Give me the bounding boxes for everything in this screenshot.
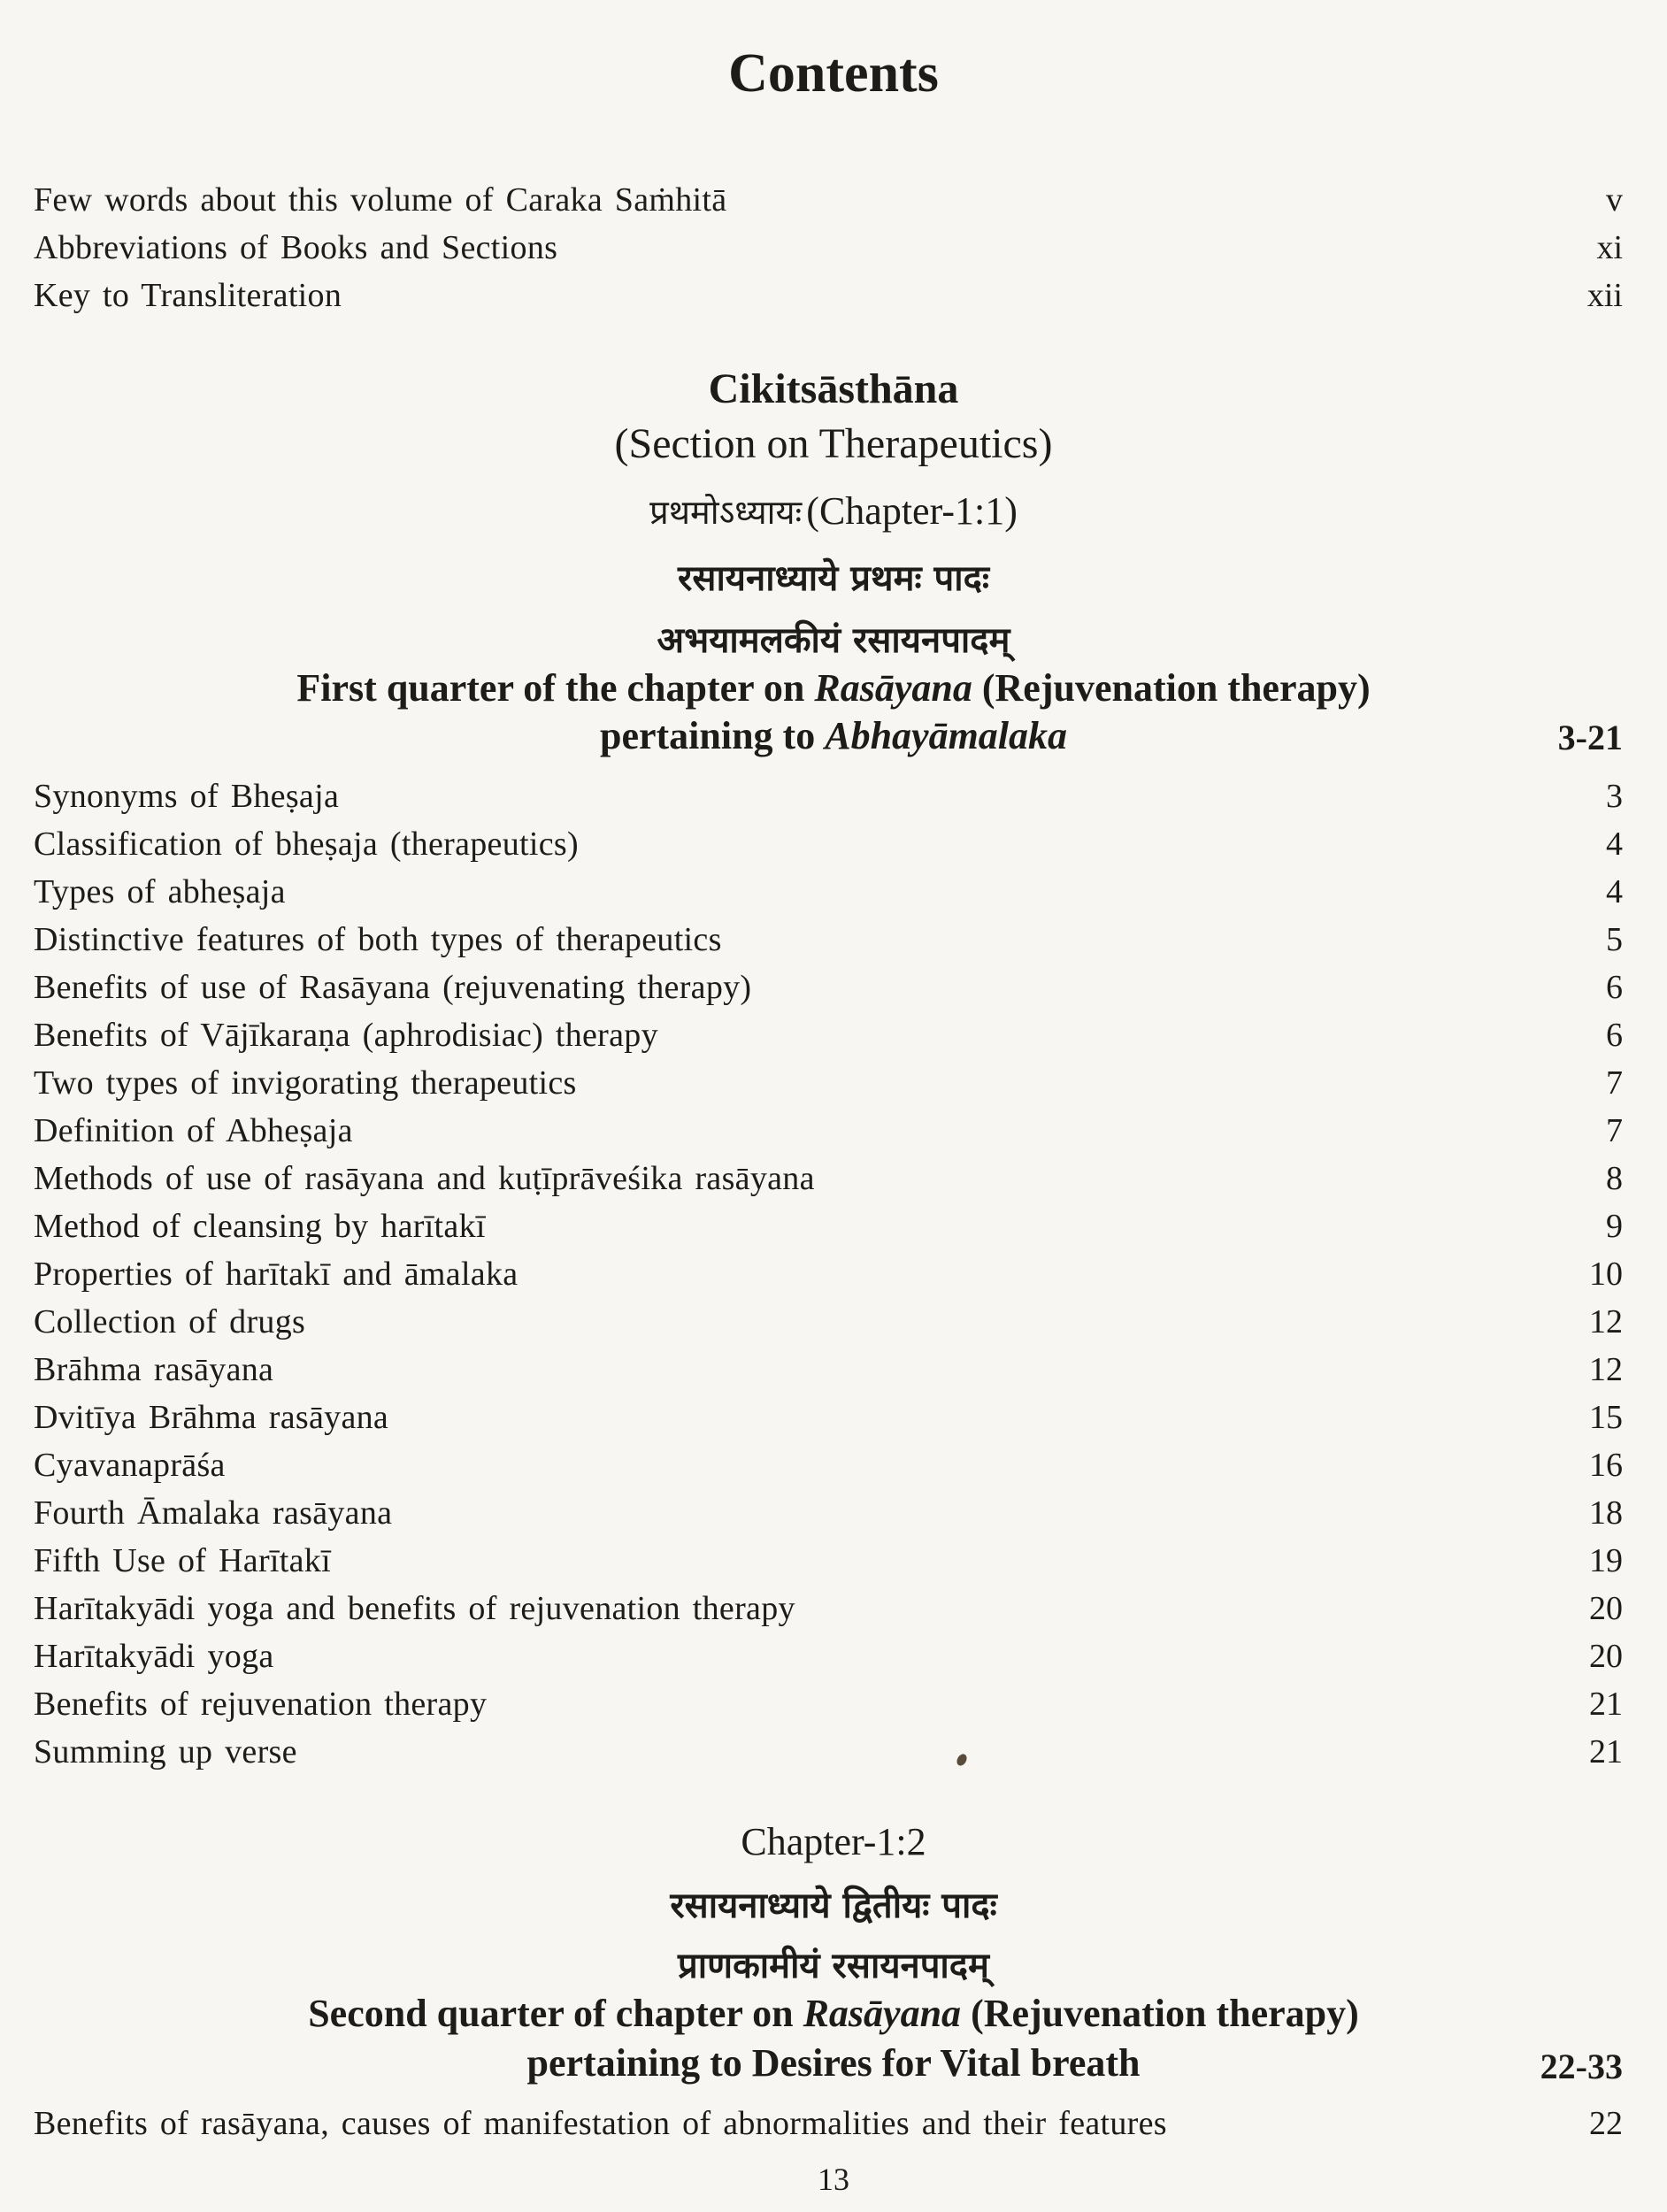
toc-entry <box>34 1064 1623 1110</box>
entry-page: 6 <box>1606 969 1623 1006</box>
entry-page: 10 <box>1589 1256 1623 1293</box>
chapter-label <box>0 488 1667 534</box>
entry-page: 18 <box>1589 1494 1623 1532</box>
chapter-heading-line-1 <box>0 665 1667 710</box>
chapter-heading-line-2: pertaining to Desires for Vital breath <box>526 2041 1141 2085</box>
entry-page: 12 <box>1589 1351 1623 1388</box>
chapter-devanagari-line-1: रसायनाध्याये द्वितीयः पादः <box>670 1886 997 1926</box>
entry-title: Methods of use of rasāyana and kuṭīprāveśika rasāyana <box>34 1160 815 1197</box>
chapter-devanagari-line-2: अभयामलकीयं रसायनपादम् <box>657 620 1010 661</box>
chapter-page-range: 3-21 <box>1557 718 1623 757</box>
entry-title: Cyavanaprāśa <box>34 1447 226 1484</box>
entry-title: Synonyms of Bheṣaja <box>34 778 340 815</box>
entry-title: Distinctive features of both types of therapeutics <box>34 921 722 958</box>
chapter-heading-line-2 <box>0 713 1667 758</box>
entry-page: 21 <box>1589 1686 1623 1723</box>
toc-entry <box>34 1732 1623 1778</box>
front-matter-row <box>34 228 1623 274</box>
toc-entry <box>34 1111 1623 1157</box>
entry-title: Brāhma rasāyana <box>34 1351 274 1388</box>
toc-entry <box>34 1159 1623 1205</box>
entry-title: Classification of bheṣaja (therapeutics) <box>34 826 579 863</box>
entry-title: Types of abheṣaja <box>34 873 286 910</box>
entry-title: Key to Transliteration <box>34 277 342 314</box>
entry-title: Few words about this volume of Caraka Saṁhitā <box>34 181 727 219</box>
heading-italic: Rasāyana <box>814 666 972 710</box>
entry-page: 20 <box>1589 1638 1623 1675</box>
section-title: Cikitsāsthāna <box>708 365 959 412</box>
toc-entry <box>34 1637 1623 1683</box>
heading-text: Second quarter of chapter on <box>308 1992 803 2035</box>
entry-page: 15 <box>1589 1399 1623 1436</box>
heading-italic: Abhayāmalaka <box>825 714 1068 757</box>
heading-italic: Rasāyana <box>803 1992 962 2035</box>
toc-entry <box>34 1541 1623 1587</box>
entry-title: Benefits of Vājīkaraṇa (aphrodisiac) therapy <box>34 1017 658 1054</box>
entry-title: Fifth Use of Harītakī <box>34 1542 331 1579</box>
entry-title: Definition of Abheṣaja <box>34 1112 353 1149</box>
entry-page: 7 <box>1606 1064 1623 1102</box>
entry-page: 12 <box>1589 1303 1623 1340</box>
entry-page: 22 <box>1589 2105 1623 2142</box>
chapter-label-devanagari: प्रथमोऽध्यायः <box>649 493 803 532</box>
toc-entry <box>34 1398 1623 1444</box>
entry-title: Benefits of rejuvenation therapy <box>34 1686 488 1723</box>
entry-title: Fourth Āmalaka rasāyana <box>34 1494 393 1532</box>
toc-entry <box>34 1016 1623 1062</box>
entry-page: 7 <box>1606 1112 1623 1149</box>
toc-entry <box>34 968 1623 1014</box>
entry-title: Collection of drugs <box>34 1303 306 1340</box>
toc-entry <box>34 1685 1623 1731</box>
toc-entry <box>34 1350 1623 1396</box>
entry-title: Harītakyādi yoga <box>34 1638 274 1675</box>
heading-text: First quarter of the chapter on <box>296 666 815 710</box>
entry-title: Abbreviations of Books and Sections <box>34 229 558 266</box>
toc-entry <box>34 825 1623 871</box>
entry-title: Benefits of rasāyana, causes of manifestation of abnormalities and their features <box>34 2105 1167 2142</box>
entry-title: Benefits of use of Rasāyana (rejuvenating therapy) <box>34 969 752 1006</box>
entry-page: 4 <box>1606 873 1623 910</box>
toc-entry <box>34 1494 1623 1540</box>
heading-text: pertaining to <box>599 714 826 757</box>
entry-page: 9 <box>1606 1208 1623 1245</box>
chapter-devanagari-line-1: रसायनाध्याये प्रथमः पादः <box>678 558 989 599</box>
entry-page: 8 <box>1606 1160 1623 1197</box>
entry-page: 6 <box>1606 1017 1623 1054</box>
chapter-devanagari-line-2: प्राणकामीयं रसायनपादम् <box>678 1946 989 1986</box>
toc-entry <box>34 1207 1623 1253</box>
entry-page: 19 <box>1589 1542 1623 1579</box>
front-matter-row <box>34 276 1623 322</box>
entry-title: Two types of invigorating therapeutics <box>34 1064 577 1102</box>
entry-page: 4 <box>1606 826 1623 863</box>
entry-title: Summing up verse <box>34 1733 297 1770</box>
toc-entry <box>34 920 1623 966</box>
toc-entry <box>34 777 1623 823</box>
toc-entry <box>34 1255 1623 1301</box>
toc-entry <box>34 872 1623 918</box>
page-title: Contents <box>728 43 939 104</box>
front-matter-row <box>34 180 1623 227</box>
entry-title: Method of cleansing by harītakī <box>34 1208 486 1245</box>
entry-title: Properties of harītakī and āmalaka <box>34 1256 519 1293</box>
chapter-label-english: (Chapter-1:1) <box>806 489 1018 533</box>
page-number: 13 <box>818 2162 849 2197</box>
heading-text-end: (Rejuvenation therapy) <box>961 1992 1359 2035</box>
chapter-page-range: 22-33 <box>1540 2047 1623 2086</box>
entry-page: 3 <box>1606 778 1623 815</box>
entry-page: xii <box>1586 277 1623 314</box>
entry-title: Dvitīya Brāhma rasāyana <box>34 1399 389 1436</box>
toc-entry <box>34 1589 1623 1635</box>
entry-page: xi <box>1596 229 1623 266</box>
chapter-label-english: Chapter-1:2 <box>741 1820 926 1863</box>
entry-page: 16 <box>1589 1447 1623 1484</box>
chapter-heading-line-1 <box>0 1991 1667 2036</box>
section-subtitle: (Section on Therapeutics) <box>614 420 1053 467</box>
entry-page: v <box>1606 181 1623 219</box>
entry-title: Harītakyādi yoga and benefits of rejuvenation therapy <box>34 1590 795 1627</box>
entry-page: 21 <box>1589 1733 1623 1770</box>
heading-text-end: (Rejuvenation therapy) <box>972 666 1371 710</box>
toc-entry <box>34 1446 1623 1492</box>
toc-entry <box>34 1302 1623 1348</box>
toc-entry <box>34 2104 1623 2150</box>
entry-page: 20 <box>1589 1590 1623 1627</box>
entry-page: 5 <box>1606 921 1623 958</box>
